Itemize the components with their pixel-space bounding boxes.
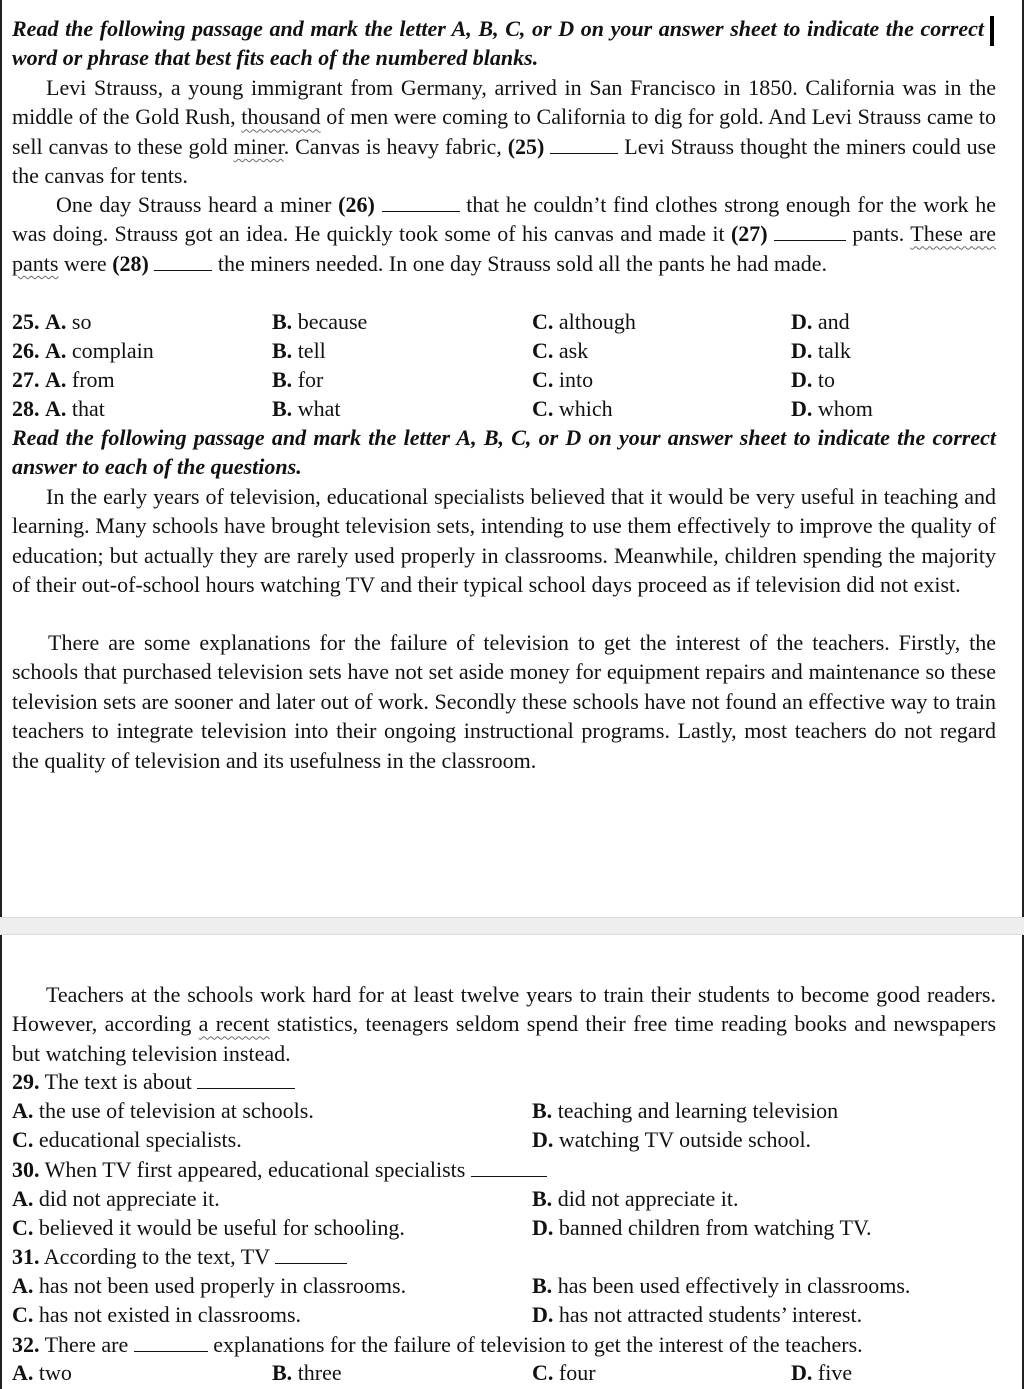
option-a: A. has not been used properly in classrooms.: [12, 1273, 407, 1298]
option-c: C. which: [532, 396, 613, 421]
question-28-row: [12, 394, 1012, 423]
answer-blank: [275, 1244, 347, 1264]
option-a: 25. A. so: [12, 309, 92, 334]
question-25-row: [12, 307, 1012, 336]
option-b: B. has been used effectively in classrooms.: [532, 1273, 911, 1298]
option-a: 27. A. from: [12, 367, 115, 392]
option-d: D. whom: [791, 396, 873, 421]
option-c: C. believed it would be useful for schooling.: [12, 1215, 405, 1240]
error-underline: miner: [233, 133, 284, 159]
question-30-stem: 30. When TV first appeared, educational specialists: [12, 1155, 1012, 1184]
option-b: B. did not appreciate it.: [532, 1186, 739, 1211]
question-29-stem: 29. The text is about: [12, 1067, 1012, 1096]
question-32-stem: 32. There are explanations for the failure of television to get the interest of the teachers.: [12, 1332, 863, 1357]
option-b: B. what: [272, 396, 341, 421]
option-d: D. to: [791, 367, 836, 392]
option-c: C. ask: [532, 338, 589, 363]
blank-number-25: (25): [507, 133, 545, 159]
passage1-paragraph1: Levi Strauss, a young immigrant from Germany, arrived in San Francisco in 1850. California was in the middle of the Gold Rush, thousand of men were coming to California to dig for gold. And Levi Strauss came to sell canvas to these gold miner. Canvas is heavy fabric, (25) Levi Strauss thought the miners could use the canvas for tents.: [12, 75, 997, 189]
passage2-paragraph3: Teachers at the schools work hard for at least twelve years to train their students to become good readers. However, according a recent statistics, teenagers seldom spend their free time reading books and newspapers but watching television instead.: [12, 982, 997, 1066]
option-a: 26. A. complain: [12, 338, 154, 363]
blank-number-28: (28): [112, 250, 149, 276]
option-d: D. has not attracted students’ interest.: [532, 1302, 863, 1327]
question-30-options-ab: [12, 1184, 1012, 1213]
option-c: C. although: [532, 309, 636, 334]
option-d: D. talk: [791, 338, 851, 363]
error-underline: a recent: [198, 1011, 270, 1037]
passage1-paragraph2: One day Strauss heard a miner (26) that he couldn’t find clothes strong enough for the work he was doing. Strauss got an idea. He quickly took some of his canvas and made it (27) pants. These are pants were (28) the miners needed. In one day Strauss sold all the pants he had made.: [12, 192, 997, 276]
blank-number-27: (27): [730, 221, 768, 247]
section1-instruction: Read the following passage and mark the letter A, B, C, or D on your answer sheet to indicate the correct word or phrase that best fits each of the numbered blanks.: [12, 16, 984, 71]
answer-blank: [774, 221, 846, 241]
question-32-options: [12, 1358, 1012, 1387]
option-a: A. the use of television at schools.: [12, 1098, 314, 1123]
question-26-row: [12, 336, 1012, 365]
blank-number-26: (26): [338, 192, 375, 217]
option-c: C. four: [532, 1360, 596, 1385]
option-d: D. five: [791, 1360, 853, 1385]
option-a: 28. A. that: [12, 396, 105, 421]
section2-instruction: Read the following passage and mark the letter A, B, C, or D on your answer sheet to indicate the correct answer to each of the questions.: [12, 425, 996, 480]
question-30-options-cd: [12, 1213, 1012, 1242]
answer-blank: [154, 251, 212, 271]
text-cursor: [990, 16, 994, 46]
passage2-paragraph2: There are some explanations for the failure of television to get the interest of the teachers. Firstly, the schools that purchased television sets have not set aside money for equipment repairs and maintenance so these television sets are sooner and later out of work. Secondly these schools have not found an effective way to train teachers to integrate television into their ongoing instructional programs. Lastly, most teachers do not regard the quality of television and its usefulness in the classroom.: [12, 630, 996, 773]
answer-blank: [134, 1332, 208, 1352]
error-underline: These are pants: [12, 221, 997, 276]
answer-blank: [550, 134, 618, 154]
option-a: A. two: [12, 1360, 72, 1385]
option-d: D. banned children from watching TV.: [532, 1215, 872, 1240]
option-b: B. teaching and learning television: [532, 1098, 839, 1123]
option-b: B. for: [272, 367, 324, 392]
option-a: A. did not appreciate it.: [12, 1186, 220, 1211]
option-d: D. and: [791, 309, 850, 334]
option-c: C. into: [532, 367, 594, 392]
question-31-options-ab: [12, 1271, 1012, 1300]
answer-blank: [197, 1069, 295, 1089]
option-d: D. watching TV outside school.: [532, 1127, 812, 1152]
answer-blank: [382, 192, 460, 212]
option-b: B. three: [272, 1360, 342, 1385]
error-underline: thousand: [241, 104, 321, 130]
page-break-gap: [0, 917, 1024, 935]
option-c: C. has not existed in classrooms.: [12, 1302, 302, 1327]
option-b: B. because: [272, 309, 368, 334]
question-27-row: [12, 365, 1012, 394]
option-b: B. tell: [272, 338, 326, 363]
left-border: [0, 0, 2, 1389]
question-31-options-cd: [12, 1300, 1012, 1329]
question-29-options-cd: [12, 1125, 1012, 1154]
question-31-stem: 31. According to the text, TV: [12, 1242, 1012, 1271]
question-29-options-ab: [12, 1096, 1012, 1125]
passage2-paragraph1: In the early years of television, educational specialists believed that it would be very useful in teaching and learning. Many schools have brought television sets, intending to use them effectively to improve the quality of education; but actually they are rarely used properly in classrooms. Meanwhile, children spending the majority of their out-of-school hours watching TV and their typical school days proceed as if television did not exist.: [12, 484, 996, 598]
answer-blank: [471, 1157, 547, 1177]
option-c: C. educational specialists.: [12, 1127, 242, 1152]
